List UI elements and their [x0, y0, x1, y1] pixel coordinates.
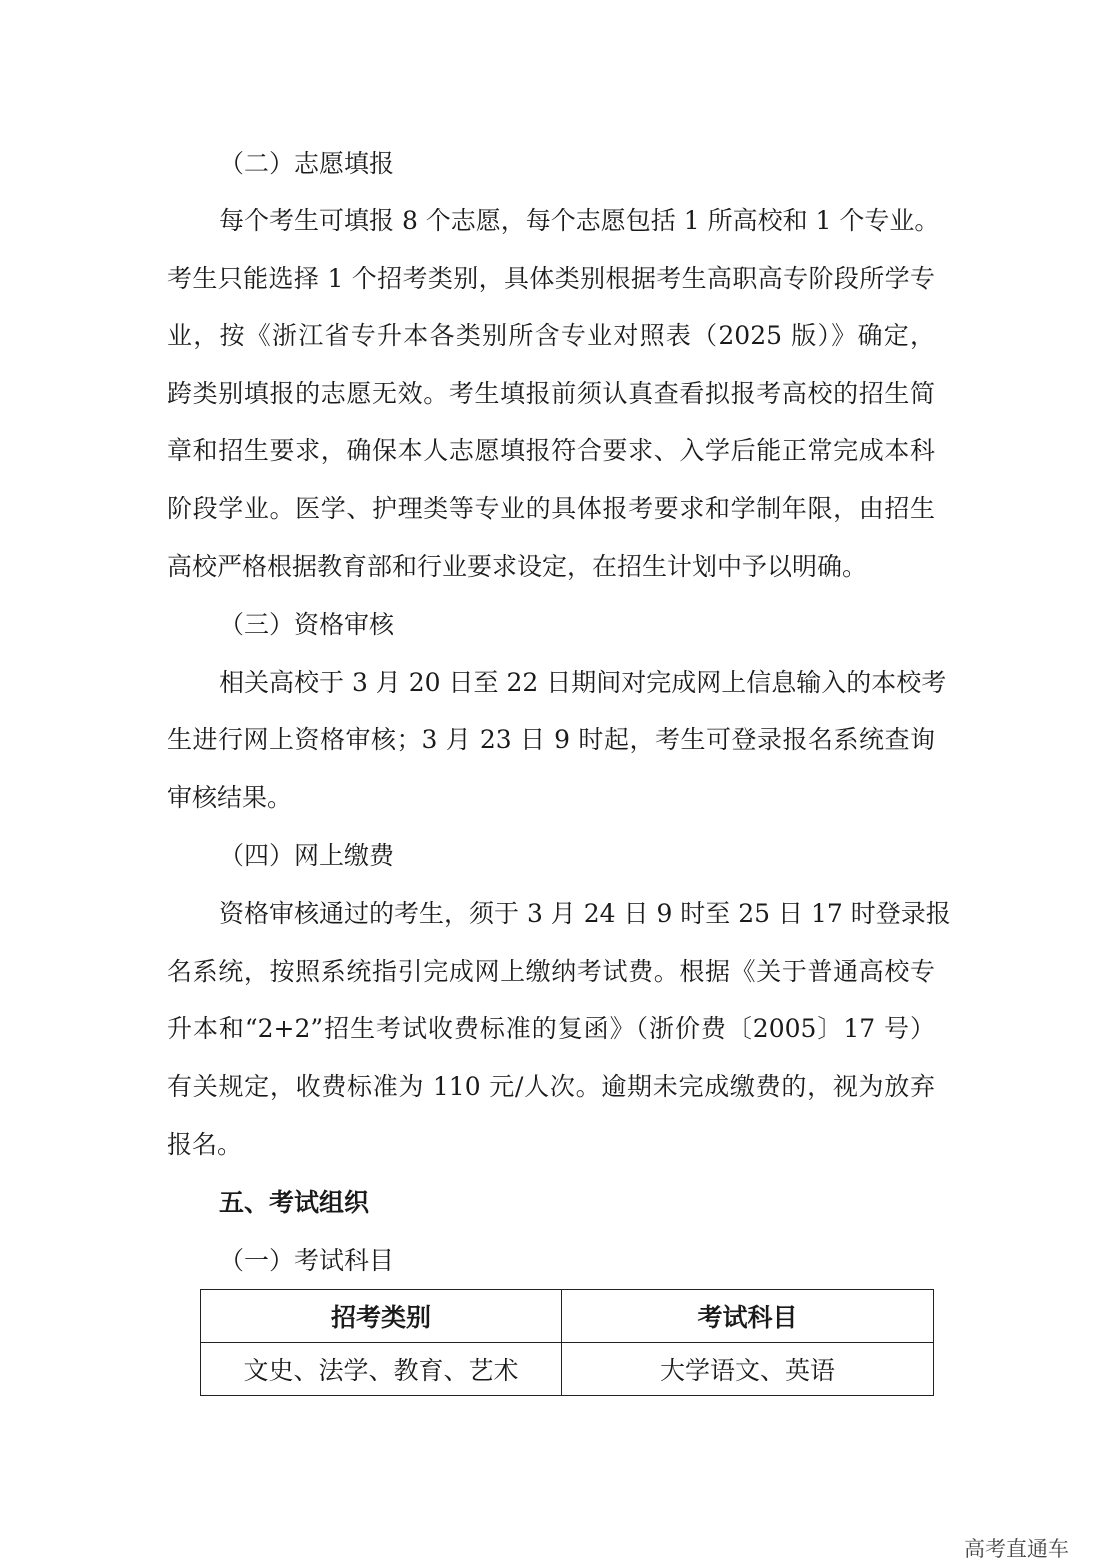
paragraph-line: 阶段学业。医学、护理类等专业的具体报考要求和学制年限，由招生	[167, 494, 935, 523]
paragraph-line: 高校严格根据教育部和行业要求设定，在招生计划中予以明确。	[167, 552, 868, 581]
table-header-category: 招考类别	[201, 1290, 562, 1343]
paragraph-line: 资格审核通过的考生，须于 3 月 24 日 9 时至 25 日 17 时登录报	[219, 899, 951, 928]
paragraph-line: 名系统，按照系统指引完成网上缴纳考试费。根据《关于普通高校专	[167, 957, 935, 986]
paragraph-line: 升本和“2+2”招生考试收费标准的复函》（浙价费〔2005〕17 号）	[167, 1014, 935, 1043]
paragraph-line: 考生只能选择 1 个招考类别，具体类别根据考生高职高专阶段所学专	[167, 264, 935, 293]
section-heading-3: （三）资格审核	[219, 610, 395, 639]
section-heading-4: （四）网上缴费	[219, 841, 395, 870]
paragraph-line: 跨类别填报的志愿无效。考生填报前须认真查看拟报考高校的招生简	[167, 379, 935, 408]
paragraph-line: 有关规定，收费标准为 110 元/人次。逾期未完成缴费的，视为放弃	[167, 1072, 935, 1101]
paragraph-line: 相关高校于 3 月 20 日至 22 日期间对完成网上信息输入的本校考	[219, 668, 947, 697]
section-heading-5-1: （一）考试科目	[219, 1246, 395, 1275]
paragraph-line: 报名。	[167, 1130, 243, 1159]
table-header-row	[201, 1290, 934, 1343]
chapter-heading-5: 五、考试组织	[219, 1188, 370, 1217]
table-row	[201, 1343, 934, 1396]
paragraph-line: 业，按《浙江省专升本各类别所含专业对照表（2025 版）》确定，	[167, 321, 935, 350]
table-header-subjects: 考试科目	[562, 1290, 934, 1343]
paragraph-line: 生进行网上资格审核；3 月 23 日 9 时起，考生可登录报名系统查询	[167, 725, 935, 754]
section-heading-2: （二）志愿填报	[219, 149, 395, 178]
paragraph-line: 审核结果。	[167, 783, 293, 812]
table-cell-subjects: 大学语文、英语	[562, 1343, 934, 1396]
table-cell-category: 文史、法学、教育、艺术	[201, 1343, 562, 1396]
paragraph-line: 每个考生可填报 8 个志愿，每个志愿包括 1 所高校和 1 个专业。	[219, 206, 940, 235]
paragraph-line: 章和招生要求，确保本人志愿填报符合要求、入学后能正常完成本科	[167, 436, 935, 465]
exam-subjects-table	[200, 1289, 934, 1396]
watermark: 高考直通车	[964, 1537, 1069, 1561]
